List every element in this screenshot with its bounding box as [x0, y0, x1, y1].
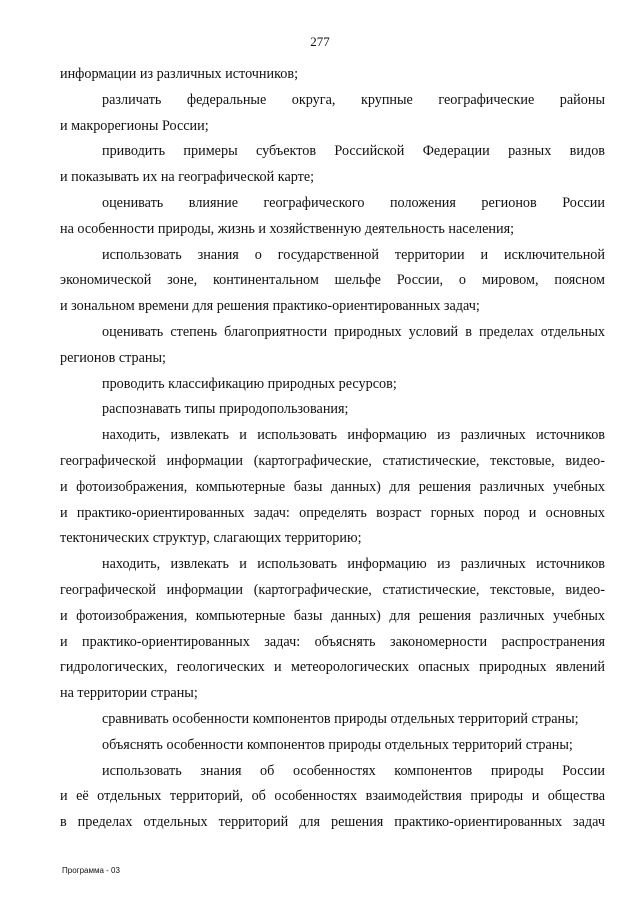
text-line: на особенности природы, жизнь и хозяйственную деятельность населения; — [60, 220, 515, 237]
text-line: географической информации (картографические, статистические, текстовые, видео- — [60, 581, 605, 598]
text-line: информации из различных источников; — [60, 66, 299, 82]
document-body — [60, 62, 605, 836]
text-line: и зональном времени для решения практико-ориентированных задач; — [60, 298, 480, 315]
text-line: различать федеральные округа, крупные географические районы — [102, 91, 605, 108]
text-line: гидрологических, геологических и метеорологических опасных природных явлений — [60, 659, 605, 676]
text-line: тектонических структур, слагающих территорию; — [60, 530, 362, 547]
text-line: оценивать степень благоприятности природных условий в пределах отдельных — [102, 323, 605, 340]
text-line: объяснять особенности компонентов природы отдельных территорий страны; — [102, 736, 573, 753]
text-line: и фотоизображения, компьютерные базы данных) для решения различных учебных — [60, 607, 605, 624]
text-line: регионов страны; — [60, 349, 166, 366]
text-line: распознавать типы природопользования; — [102, 401, 349, 418]
text-line: и практико-ориентированных задач: объяснять закономерности распространения — [60, 633, 605, 650]
text-line: и фотоизображения, компьютерные базы данных) для решения различных учебных — [60, 478, 605, 495]
page-footer: Программа - 03 — [62, 866, 120, 875]
text-line: и показывать их на географической карте; — [60, 169, 315, 186]
text-line: на территории страны; — [60, 685, 198, 702]
text-line: и макрорегионы России; — [60, 117, 209, 134]
text-line: в пределах отдельных территорий для решения практико-ориентированных задач — [60, 814, 605, 831]
text-line: находить, извлекать и использовать информацию из различных источников — [102, 427, 605, 444]
text-line: приводить примеры субъектов Российской Федерации разных видов — [102, 143, 605, 160]
page-number: 277 — [310, 34, 330, 49]
text-line: использовать знания об особенностях компонентов природы России — [102, 762, 605, 779]
text-line: находить, извлекать и использовать информацию из различных источников — [102, 556, 605, 573]
text-line: проводить классификацию природных ресурсов; — [102, 375, 397, 392]
text-line: географической информации (картографические, статистические, текстовые, видео- — [60, 452, 605, 469]
text-line: и её отдельных территорий, об особенностях взаимодействия природы и общества — [60, 788, 605, 805]
text-line: экономической зоне, континентальном шельфе России, о мировом, поясном — [60, 272, 605, 289]
text-line: сравнивать особенности компонентов природы отдельных территорий страны; — [102, 710, 579, 727]
text-line: оценивать влияние географического положения регионов России — [102, 194, 605, 211]
text-line: использовать знания о государственной территории и исключительной — [102, 246, 605, 263]
text-line: и практико-ориентированных задач: определять возраст горных пород и основных — [60, 504, 605, 521]
